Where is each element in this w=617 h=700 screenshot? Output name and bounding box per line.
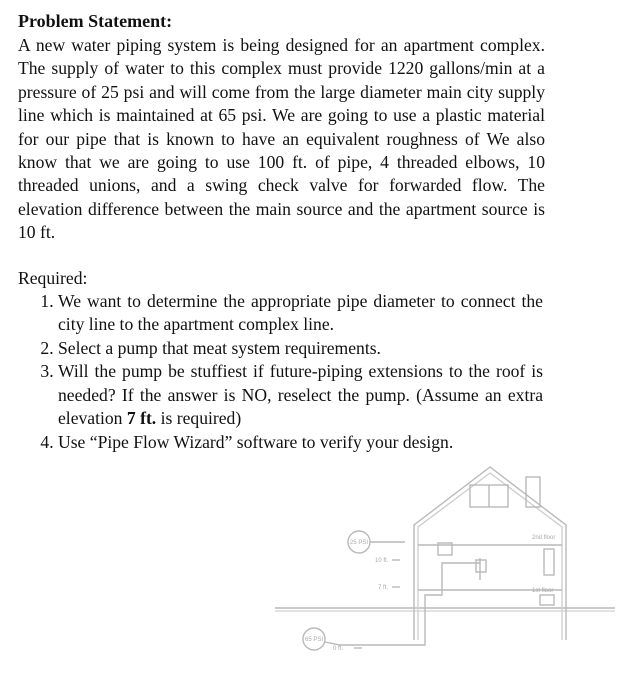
requirement-item: 4. Use “Pipe Flow Wizard” software to verify your design. (58, 431, 543, 454)
level-0-label: 0 ft. (333, 646, 344, 652)
requirement-item (58, 360, 543, 430)
requirement-item: 2. Select a pump that meat system requirements. (58, 337, 543, 360)
requirement-bold-elevation: 7 ft. (126, 408, 157, 429)
problem-document (18, 10, 545, 454)
requirement-text: Will the pump be stuffiest if future-piping extensions to the roof is needed? If the answer is NO, reselect the pump. (Assume an extra elevation (58, 361, 543, 429)
requirements-list (18, 290, 543, 454)
problem-heading: Problem Statement: (18, 11, 173, 31)
window-1st-floor (540, 595, 554, 605)
chimney (526, 477, 540, 507)
gauge-bottom-label: 65 PSI (304, 637, 324, 643)
floor-2-label: 2nd floor (532, 535, 556, 541)
requirement-item: 1. We want to determine the appropriate pipe diameter to connect the city line to the apartment complex line. (58, 290, 543, 337)
gauge-top-label: 25 PSI (349, 540, 369, 546)
building-piping-diagram (270, 455, 615, 690)
level-10-label: 10 ft. (375, 558, 389, 564)
window-2nd-floor (544, 549, 554, 575)
floor-1-label: 1st floor (532, 588, 554, 594)
pump-box (476, 560, 486, 572)
house-outline (414, 467, 566, 640)
requirement-text: is required) (156, 408, 242, 429)
problem-statement: A new water piping system is being designed for an apartment complex. The supply of water to this complex must provide 1220 gallons/min at a pressure of 25 psi and will come from the large diameter main city supply line which is maintained at 65 psi. We are going to use a plastic material for our pipe that is known to have an equivalent roughness of We also know that we are going to use 100 ft. of pipe, 4 threaded elbows, 10 threaded unions, and a swing check valve for forwarded flow. The elevation difference between the main source and the apartment source is 10 ft. (18, 35, 545, 243)
supply-pipe (320, 563, 480, 645)
required-label: Required: (18, 267, 88, 288)
level-7-label: 7 ft. (378, 585, 389, 591)
